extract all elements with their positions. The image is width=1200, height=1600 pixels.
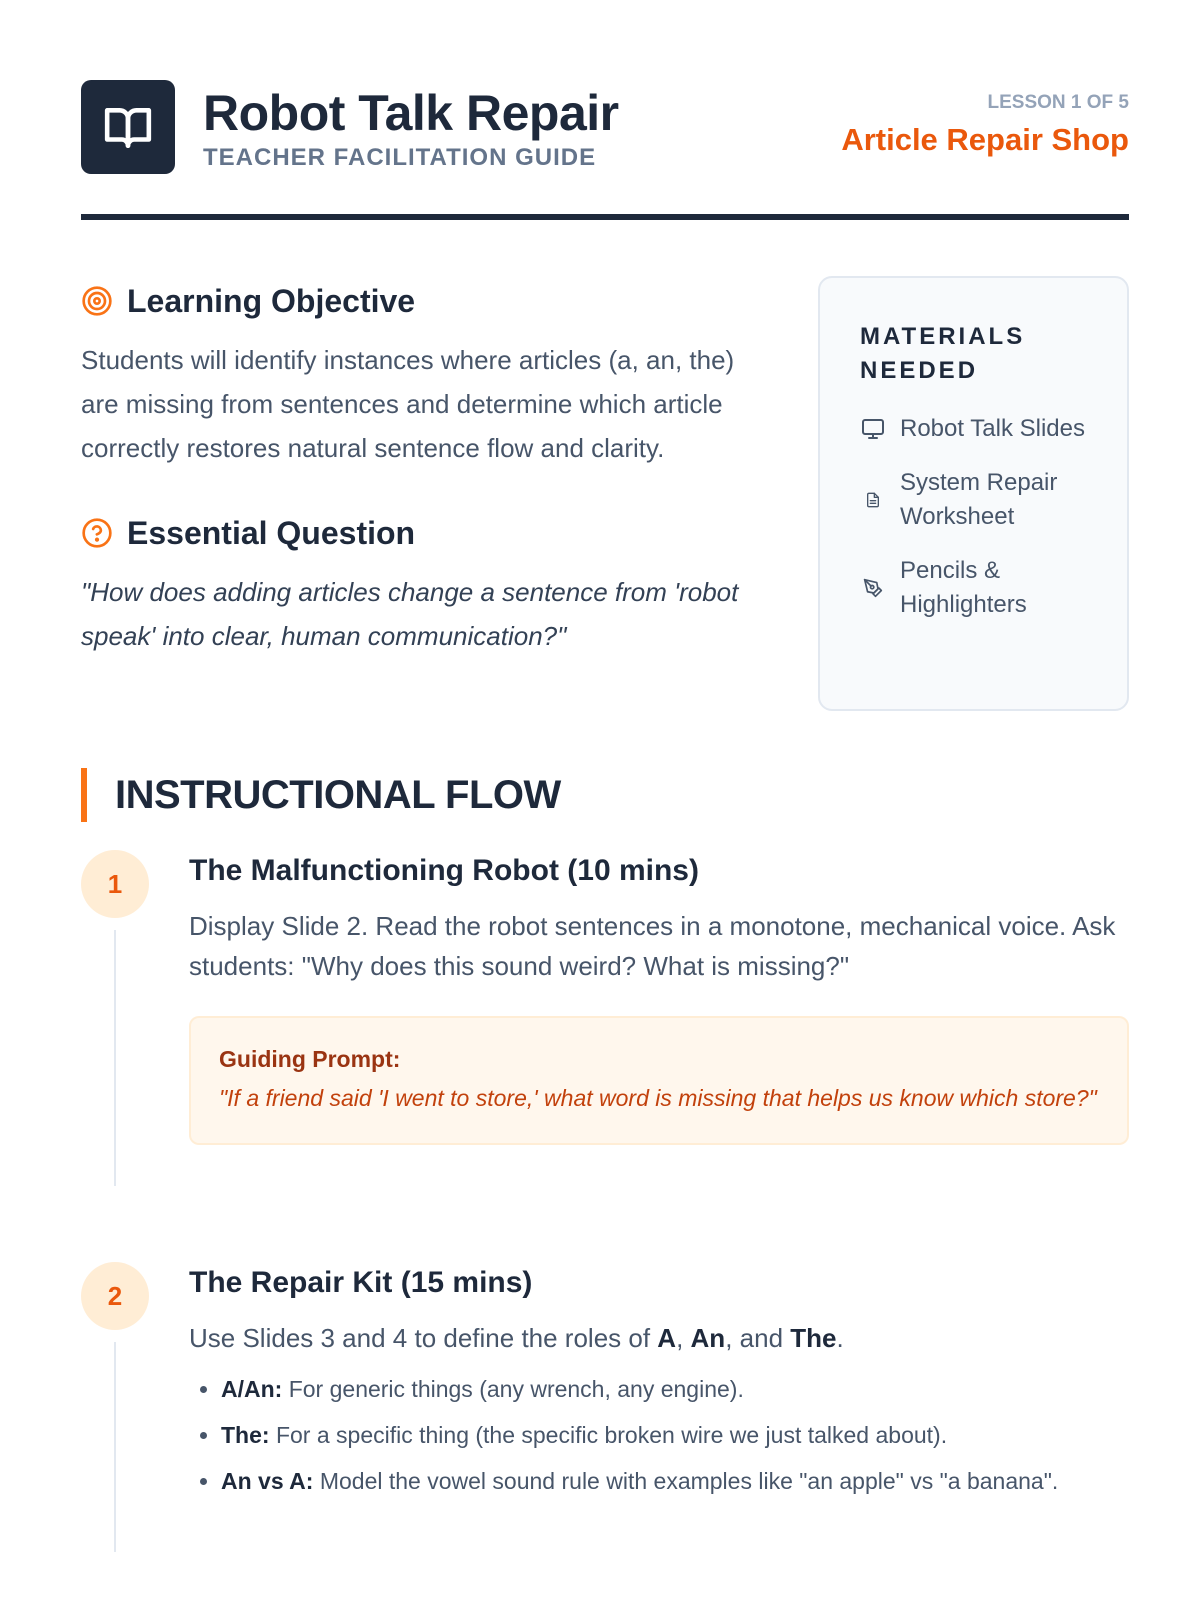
question-circle-icon bbox=[81, 517, 113, 549]
flow-accent-bar bbox=[81, 768, 87, 822]
bullet-item bbox=[221, 1418, 1129, 1452]
term-the: The bbox=[790, 1323, 837, 1353]
step-bullet-list bbox=[189, 1372, 1129, 1498]
essential-question-section bbox=[81, 508, 761, 658]
monitor-icon bbox=[860, 417, 886, 441]
document-icon bbox=[860, 491, 886, 509]
learning-objective-heading bbox=[81, 276, 761, 326]
essential-question-heading bbox=[81, 508, 761, 558]
step-number-badge: 2 bbox=[81, 1262, 149, 1330]
desc-and: , and bbox=[725, 1323, 791, 1353]
target-icon bbox=[81, 285, 113, 317]
learning-objective-section bbox=[81, 276, 761, 470]
essential-question-text: "How does adding articles change a sentence from 'robot speak' into clear, human communication?" bbox=[81, 577, 739, 651]
guiding-prompt-box bbox=[189, 1016, 1129, 1145]
lesson-guide-page bbox=[81, 80, 1129, 1494]
step-content bbox=[189, 1262, 1129, 1510]
header-divider bbox=[81, 214, 1129, 220]
lesson-name: Article Repair Shop bbox=[841, 122, 1129, 157]
material-item bbox=[860, 466, 1087, 534]
guiding-prompt-label: Guiding Prompt: bbox=[219, 1046, 401, 1072]
guiding-prompt-text: "If a friend said 'I went to store,' what word is missing that helps us know which store?" bbox=[219, 1085, 1097, 1111]
page-header bbox=[81, 80, 1129, 220]
step-description bbox=[189, 1318, 1129, 1358]
materials-list bbox=[860, 412, 1087, 622]
learning-objective-text: Students will identify instances where articles (a, an, the) are missing from sentences and determine which article correctly restores natural sentence flow and clarity. bbox=[81, 345, 735, 463]
term-a: A bbox=[657, 1323, 677, 1353]
bullet-item bbox=[221, 1372, 1129, 1406]
bullet-text: For a specific thing (the specific broken wire we just talked about). bbox=[269, 1422, 948, 1448]
step-title: The Malfunctioning Robot (10 mins) bbox=[189, 854, 699, 887]
bullet-term: An vs A: bbox=[221, 1468, 314, 1494]
material-item bbox=[860, 554, 1087, 622]
material-label: Pencils & Highlighters bbox=[900, 557, 1027, 618]
bullet-text: For generic things (any wrench, any engine). bbox=[282, 1376, 744, 1402]
logo bbox=[81, 80, 175, 174]
bullet-term: A/An: bbox=[221, 1376, 283, 1402]
material-label: System Repair Worksheet bbox=[900, 469, 1058, 530]
desc-intro: Use Slides 3 and 4 to define the roles of bbox=[189, 1323, 658, 1353]
step-connector-line bbox=[114, 1342, 116, 1552]
step-connector-line bbox=[114, 930, 116, 1186]
instructional-flow-title: INSTRUCTIONAL FLOW bbox=[115, 772, 561, 817]
page-subtitle: TEACHER FACILITATION GUIDE bbox=[203, 144, 597, 171]
instructional-flow-heading bbox=[81, 768, 561, 822]
page-title: Robot Talk Repair bbox=[203, 85, 619, 141]
step-title: The Repair Kit (15 mins) bbox=[189, 1266, 533, 1299]
material-item bbox=[860, 412, 1087, 446]
desc-end: . bbox=[836, 1323, 844, 1353]
objective-column bbox=[81, 276, 761, 658]
bullet-term: The: bbox=[221, 1422, 270, 1448]
material-label: Robot Talk Slides bbox=[900, 415, 1085, 442]
term-an: An bbox=[690, 1323, 726, 1353]
bullet-text: Model the vowel sound rule with examples like "an apple" vs "a banana". bbox=[313, 1468, 1059, 1494]
open-book-icon bbox=[103, 104, 153, 150]
step-content bbox=[189, 850, 1129, 1145]
learning-objective-title: Learning Objective bbox=[127, 282, 416, 319]
desc-comma: , bbox=[676, 1323, 691, 1353]
bullet-item bbox=[221, 1464, 1129, 1498]
step-number-badge: 1 bbox=[81, 850, 149, 918]
essential-question-title: Essential Question bbox=[127, 514, 416, 551]
pen-tool-icon bbox=[860, 578, 886, 598]
lesson-number: LESSON 1 OF 5 bbox=[987, 92, 1129, 113]
materials-card bbox=[818, 276, 1129, 711]
step-description: Display Slide 2. Read the robot sentences in a monotone, mechanical voice. Ask students: "Why does this sound weird? What is missing?" bbox=[189, 911, 1116, 981]
materials-title: MATERIALS NEEDED bbox=[860, 323, 1026, 384]
